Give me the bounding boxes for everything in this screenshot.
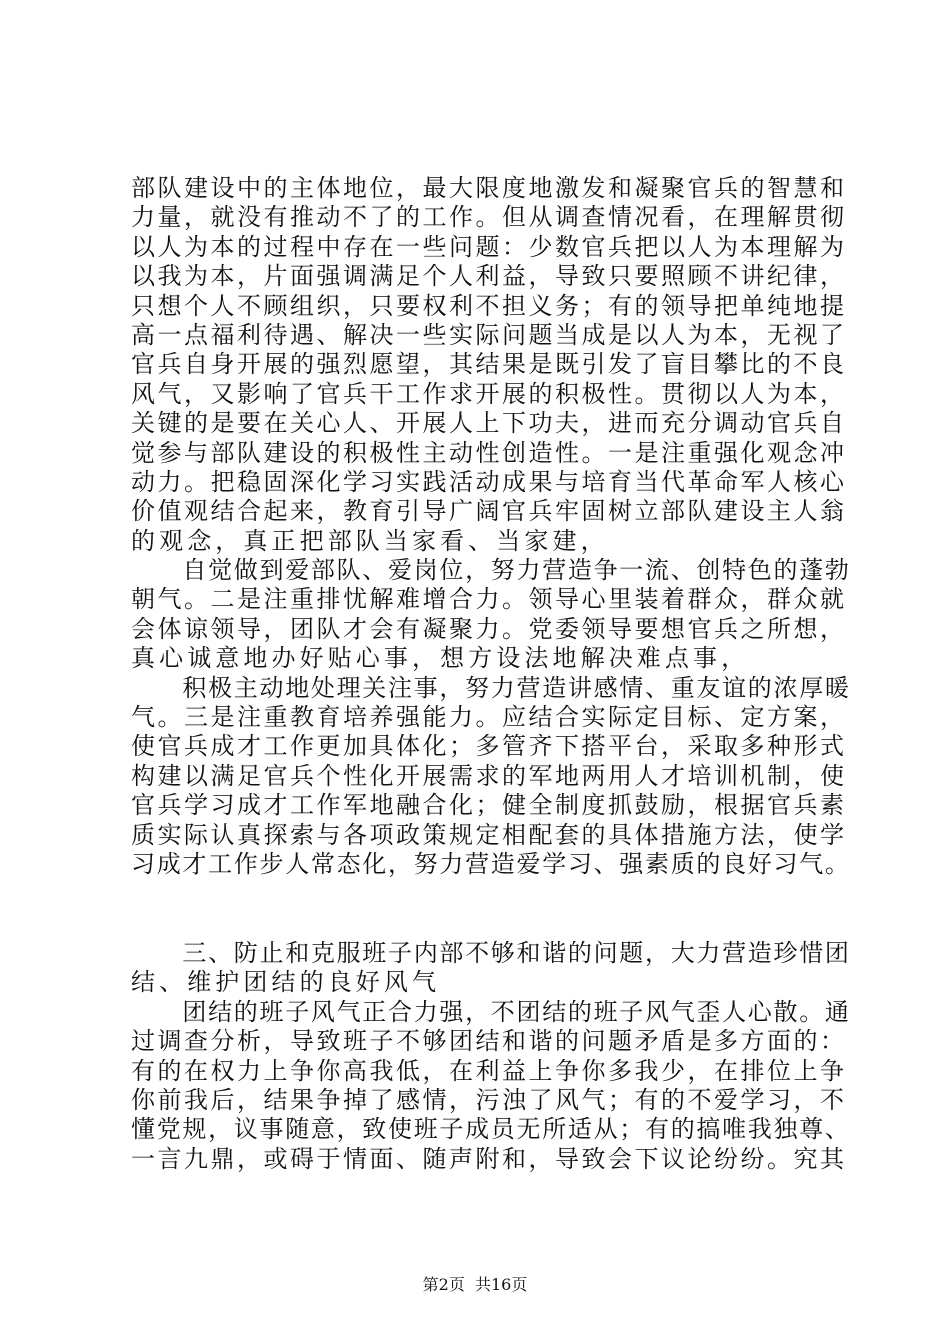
body-text-line: 积极主动地处理关注事，努力营造讲感情、重友谊的浓厚暖	[131, 673, 851, 702]
body-text-line: 质实际认真探索与各项政策规定相配套的具体措施方法，使学	[131, 820, 847, 849]
body-text-line: 风气，又影响了官兵干工作求开展的积极性。贯彻以人为本，	[131, 379, 847, 408]
body-text-line: 官兵学习成才工作军地融合化；健全制度抓鼓励，根据官兵素	[131, 791, 847, 820]
section-text-line: 懂党规，议事随意，致使班子成员无所适从；有的搞唯我独尊、	[131, 1115, 851, 1144]
section-text-line: 一言九鼎，或碍于情面、随声附和，导致会下议论纷纷。究其	[131, 1144, 847, 1173]
body-text-line: 只想个人不顾组织，只要权利不担义务；有的领导把单纯地提	[131, 291, 847, 320]
body-text-line: 觉参与部队建设的积极性主动性创造性。一是注重强化观念冲	[131, 438, 847, 467]
section-text-line: 有的在权力上争你高我低，在利益上争你多我少，在排位上争	[131, 1056, 847, 1085]
section-text-line: 过调查分析，导致班子不够团结和谐的问题矛盾是多方面的：	[131, 1027, 847, 1056]
section-text-line: 结、维护团结的良好风气	[131, 968, 441, 997]
body-text-line: 动力。把稳固深化学习实践活动成果与培育当代革命军人核心	[131, 467, 847, 496]
body-text-block	[131, 174, 851, 879]
body-text-line: 以我为本，片面强调满足个人利益，导致只要照顾不讲纪律，	[131, 262, 847, 291]
section-text-block	[131, 939, 851, 1174]
section-text-line: 团结的班子风气正合力强，不团结的班子风气歪人心散。通	[131, 997, 851, 1026]
section-text-line: 你前我后，结果争掉了感情，污浊了风气；有的不爱学习，不	[131, 1085, 847, 1114]
body-text-line: 自觉做到爱部队、爱岗位，努力营造争一流、创特色的蓬勃	[131, 556, 851, 585]
body-text-line: 朝气。二是注重排忧解难增合力。领导心里装着群众，群众就	[131, 585, 847, 614]
body-text-line: 习成才工作步人常态化，努力营造爱学习、强素质的良好习气。	[131, 849, 851, 878]
body-text-line: 价值观结合起来，教育引导广阔官兵牢固树立部队建设主人翁	[131, 497, 847, 526]
body-text-line: 高一点福利待遇、解决一些实际问题当成是以人为本，无视了	[131, 320, 847, 349]
section-text-line: 三、防止和克服班子内部不够和谐的问题，大力营造珍惜团	[131, 939, 851, 967]
body-text-line: 官兵自身开展的强烈愿望，其结果是既引发了盲目攀比的不良	[131, 350, 847, 379]
body-text-line: 部队建设中的主体地位，最大限度地激发和凝聚官兵的智慧和	[131, 174, 847, 202]
page-number-label: 第2页 共16页	[422, 1275, 528, 1294]
body-text-line: 以人为本的过程中存在一些问题：少数官兵把以人为本理解为	[131, 232, 847, 261]
body-text-line: 使官兵成才工作更加具体化；多管齐下搭平台，采取多种形式	[131, 732, 847, 761]
page-footer	[0, 1275, 950, 1295]
body-text-line: 气。三是注重教育培养强能力。应结合实际定目标、定方案，	[131, 703, 847, 732]
body-text-line: 关键的是要在关心人、开展人上下功夫，进而充分调动官兵自	[131, 409, 847, 438]
body-text-line: 真心诚意地办好贴心事，想方设法地解决难点事，	[131, 644, 750, 673]
body-text-line: 会体谅领导，团队才会有凝聚力。党委领导要想官兵之所想，	[131, 614, 847, 643]
body-text-line: 的观念，真正把部队当家看、当家建，	[131, 526, 609, 555]
body-text-line: 构建以满足官兵个性化开展需求的军地两用人才培训机制，使	[131, 761, 847, 790]
body-text-line: 力量，就没有推动不了的工作。但从调查情况看，在理解贯彻	[131, 203, 847, 232]
